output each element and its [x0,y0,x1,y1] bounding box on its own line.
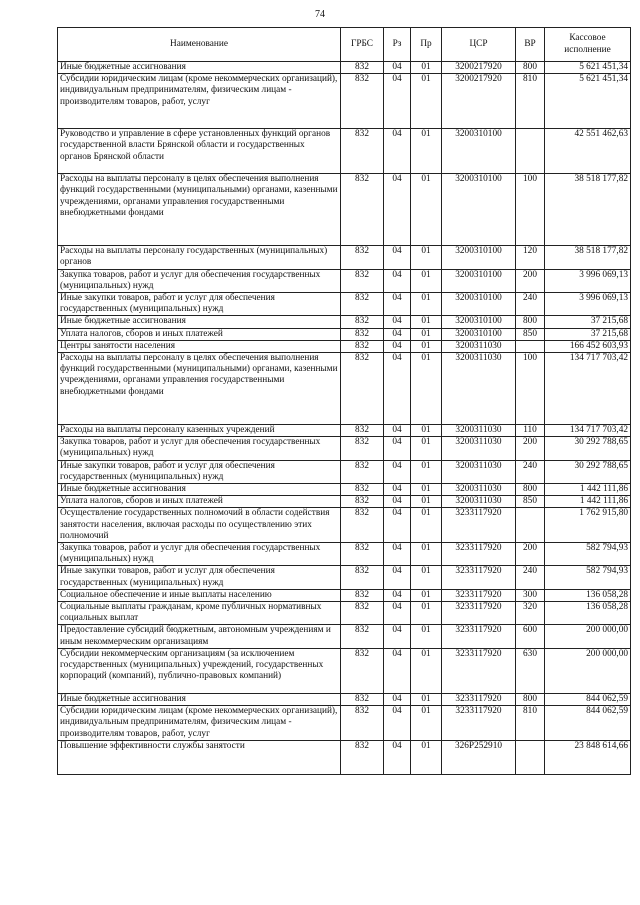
cell-name: Иные бюджетные ассигнования [58,484,341,496]
cell-rz: 04 [384,460,411,483]
cell-grbs: 832 [341,625,384,648]
table-row [58,174,631,246]
cell-name: Закупка товаров, работ и услуг для обеспечения государственных (муниципальных) нужд [58,269,341,292]
cell-grbs: 832 [341,693,384,705]
cell-pr: 01 [411,496,442,508]
cell-csr: 3200311030 [442,437,516,460]
cell-pr: 01 [411,74,442,129]
budget-table [57,27,631,775]
table-row [58,625,631,648]
cell-csr: 3200217920 [442,74,516,129]
header-rz: Рз [384,28,411,62]
cell-vr: 850 [516,328,545,340]
cell-csr: 3200310100 [442,269,516,292]
cell-pr: 01 [411,293,442,316]
cell-amount: 134 717 703,42 [545,425,631,437]
cell-csr: 3200311030 [442,484,516,496]
cell-vr: 100 [516,174,545,246]
cell-grbs: 832 [341,174,384,246]
cell-amount: 30 292 788,65 [545,460,631,483]
cell-csr: 3200310100 [442,293,516,316]
cell-amount: 582 794,93 [545,566,631,589]
cell-rz: 04 [384,693,411,705]
cell-csr: 3200311030 [442,340,516,352]
cell-amount: 1 442 111,86 [545,484,631,496]
cell-pr: 01 [411,328,442,340]
cell-amount: 1 762 915,80 [545,508,631,543]
cell-csr: 3200311030 [442,496,516,508]
table-row [58,589,631,601]
cell-pr: 01 [411,269,442,292]
table-row [58,543,631,566]
cell-vr [516,340,545,352]
cell-grbs: 832 [341,484,384,496]
table-row [58,693,631,705]
cell-name: Уплата налогов, сборов и иных платежей [58,328,341,340]
cell-amount: 1 442 111,86 [545,496,631,508]
cell-vr: 800 [516,484,545,496]
cell-rz: 04 [384,269,411,292]
table-row [58,74,631,129]
cell-pr: 01 [411,437,442,460]
cell-name: Повышение эффективности службы занятости [58,740,341,774]
cell-vr: 800 [516,62,545,74]
cell-amount: 37 215,68 [545,328,631,340]
cell-csr: 3233117920 [442,543,516,566]
cell-grbs: 832 [341,74,384,129]
header-vr: ВР [516,28,545,62]
cell-csr: 3233117920 [442,589,516,601]
cell-rz: 04 [384,425,411,437]
table-row [58,460,631,483]
table-row [58,62,631,74]
cell-rz: 04 [384,174,411,246]
cell-amount: 166 452 603,93 [545,340,631,352]
cell-vr [516,129,545,174]
cell-grbs: 832 [341,496,384,508]
cell-amount: 844 062,59 [545,693,631,705]
cell-rz: 04 [384,246,411,269]
cell-pr: 01 [411,129,442,174]
cell-pr: 01 [411,316,442,328]
header-amount: Кассовое исполнение [545,28,631,62]
cell-pr: 01 [411,484,442,496]
cell-grbs: 832 [341,293,384,316]
table-row [58,328,631,340]
cell-vr: 120 [516,246,545,269]
cell-name: Субсидии юридическим лицам (кроме некоммерческих организаций), индивидуальным предпринимателям, физическим лицам - производителям товаров, работ, услуг [58,74,341,129]
cell-rz: 04 [384,129,411,174]
cell-name: Социальное обеспечение и иные выплаты населению [58,589,341,601]
table-row [58,425,631,437]
cell-grbs: 832 [341,460,384,483]
table-row [58,129,631,174]
cell-name: Предоставление субсидий бюджетным, автономным учреждениям и иным некоммерческим организациям [58,625,341,648]
cell-amount: 23 848 614,66 [545,740,631,774]
table-row [58,437,631,460]
cell-name: Субсидии некоммерческим организациям (за исключением государственных (муниципальных) учреждений, государственных корпораций (компаний), публично-правовых компаний) [58,648,341,693]
cell-grbs: 832 [341,437,384,460]
cell-amount: 38 518 177,82 [545,246,631,269]
cell-pr: 01 [411,543,442,566]
table-row [58,496,631,508]
cell-name: Центры занятости населения [58,340,341,352]
cell-rz: 04 [384,543,411,566]
cell-name: Иные бюджетные ассигнования [58,62,341,74]
cell-csr: 3200310100 [442,174,516,246]
cell-amount: 5 621 451,34 [545,74,631,129]
cell-vr: 320 [516,602,545,625]
cell-vr: 630 [516,648,545,693]
table-row [58,484,631,496]
cell-pr: 01 [411,508,442,543]
cell-vr: 200 [516,269,545,292]
cell-csr: 3233117920 [442,693,516,705]
cell-amount: 5 621 451,34 [545,62,631,74]
cell-amount: 200 000,00 [545,648,631,693]
cell-name: Иные бюджетные ассигнования [58,316,341,328]
cell-csr: 3200310100 [442,328,516,340]
table-row [58,648,631,693]
cell-csr: 3233117920 [442,625,516,648]
cell-rz: 04 [384,496,411,508]
table-row [58,706,631,741]
cell-amount: 42 551 462,63 [545,129,631,174]
cell-amount: 3 996 069,13 [545,269,631,292]
cell-amount: 200 000,00 [545,625,631,648]
cell-name: Закупка товаров, работ и услуг для обеспечения государственных (муниципальных) нужд [58,543,341,566]
cell-name: Расходы на выплаты персоналу казенных учреждений [58,425,341,437]
cell-csr: 3233117920 [442,508,516,543]
cell-pr: 01 [411,602,442,625]
cell-pr: 01 [411,425,442,437]
cell-csr: 326P252910 [442,740,516,774]
cell-name: Иные закупки товаров, работ и услуг для обеспечения государственных (муниципальных) нужд [58,566,341,589]
cell-name: Расходы на выплаты персоналу в целях обеспечения выполнения функций государственными (муниципальными) органами, казенными учреждениями, органами управления государственными внебюджетными фондами [58,353,341,425]
header-name: Наименование [58,28,341,62]
header-pr: Пр [411,28,442,62]
cell-pr: 01 [411,589,442,601]
cell-csr: 3200310100 [442,129,516,174]
cell-csr: 3200311030 [442,425,516,437]
cell-grbs: 832 [341,706,384,741]
table-row [58,740,631,774]
cell-rz: 04 [384,602,411,625]
table-row [58,602,631,625]
cell-vr: 240 [516,460,545,483]
cell-grbs: 832 [341,508,384,543]
cell-pr: 01 [411,625,442,648]
cell-grbs: 832 [341,316,384,328]
cell-name: Закупка товаров, работ и услуг для обеспечения государственных (муниципальных) нужд [58,437,341,460]
table-row [58,269,631,292]
cell-rz: 04 [384,566,411,589]
cell-vr: 810 [516,706,545,741]
cell-grbs: 832 [341,425,384,437]
table-row [58,293,631,316]
cell-rz: 04 [384,328,411,340]
cell-rz: 04 [384,589,411,601]
cell-grbs: 832 [341,328,384,340]
cell-csr: 3200310100 [442,246,516,269]
cell-vr [516,740,545,774]
cell-pr: 01 [411,246,442,269]
cell-vr: 200 [516,437,545,460]
cell-vr [516,508,545,543]
cell-pr: 01 [411,648,442,693]
cell-grbs: 832 [341,129,384,174]
cell-pr: 01 [411,340,442,352]
table-row [58,508,631,543]
cell-csr: 3233117920 [442,648,516,693]
page-number: 74 [315,9,325,20]
cell-grbs: 832 [341,543,384,566]
cell-pr: 01 [411,174,442,246]
cell-name: Иные закупки товаров, работ и услуг для обеспечения государственных (муниципальных) нужд [58,293,341,316]
cell-csr: 3200311030 [442,460,516,483]
cell-vr: 600 [516,625,545,648]
cell-grbs: 832 [341,62,384,74]
cell-name: Социальные выплаты гражданам, кроме публичных нормативных социальных выплат [58,602,341,625]
cell-rz: 04 [384,740,411,774]
cell-rz: 04 [384,484,411,496]
cell-name: Иные бюджетные ассигнования [58,693,341,705]
cell-name: Иные закупки товаров, работ и услуг для обеспечения государственных (муниципальных) нужд [58,460,341,483]
cell-vr: 850 [516,496,545,508]
cell-rz: 04 [384,62,411,74]
cell-amount: 844 062,59 [545,706,631,741]
cell-grbs: 832 [341,602,384,625]
cell-grbs: 832 [341,566,384,589]
cell-grbs: 832 [341,353,384,425]
cell-amount: 582 794,93 [545,543,631,566]
cell-amount: 134 717 703,42 [545,353,631,425]
cell-rz: 04 [384,706,411,741]
cell-pr: 01 [411,62,442,74]
cell-csr: 3200310100 [442,316,516,328]
table-header-row [58,28,631,62]
cell-rz: 04 [384,293,411,316]
header-grbs: ГРБС [341,28,384,62]
cell-csr: 3200311030 [442,353,516,425]
cell-rz: 04 [384,508,411,543]
cell-pr: 01 [411,353,442,425]
cell-csr: 3233117920 [442,566,516,589]
cell-vr: 200 [516,543,545,566]
cell-csr: 3233117920 [442,602,516,625]
cell-rz: 04 [384,437,411,460]
cell-pr: 01 [411,706,442,741]
cell-grbs: 832 [341,246,384,269]
cell-grbs: 832 [341,648,384,693]
cell-name: Руководство и управление в сфере установленных функций органов государственной власти Брянской области и государственных органов Брянской области [58,129,341,174]
cell-amount: 38 518 177,82 [545,174,631,246]
cell-amount: 30 292 788,65 [545,437,631,460]
cell-vr: 810 [516,74,545,129]
table-row [58,246,631,269]
cell-rz: 04 [384,353,411,425]
cell-vr: 110 [516,425,545,437]
cell-vr: 240 [516,566,545,589]
cell-pr: 01 [411,693,442,705]
table-row [58,353,631,425]
cell-name: Субсидии юридическим лицам (кроме некоммерческих организаций), индивидуальным предпринимателям, физическим лицам - производителям товаров, работ, услуг [58,706,341,741]
cell-rz: 04 [384,316,411,328]
cell-name: Расходы на выплаты персоналу в целях обеспечения выполнения функций государственными (муниципальными) органами, казенными учреждениями, органами управления государственными внебюджетными фондами [58,174,341,246]
cell-grbs: 832 [341,269,384,292]
cell-amount: 3 996 069,13 [545,293,631,316]
cell-csr: 3200217920 [442,62,516,74]
cell-vr: 800 [516,693,545,705]
cell-rz: 04 [384,625,411,648]
cell-name: Расходы на выплаты персоналу государственных (муниципальных) органов [58,246,341,269]
table-row [58,566,631,589]
cell-grbs: 832 [341,589,384,601]
cell-csr: 3233117920 [442,706,516,741]
cell-grbs: 832 [341,740,384,774]
cell-pr: 01 [411,566,442,589]
cell-amount: 136 058,28 [545,589,631,601]
table-row [58,316,631,328]
cell-rz: 04 [384,340,411,352]
cell-pr: 01 [411,460,442,483]
cell-name: Уплата налогов, сборов и иных платежей [58,496,341,508]
cell-amount: 37 215,68 [545,316,631,328]
cell-name: Осуществление государственных полномочий в области содействия занятости населения, включая расходы по осуществлению этих полномочий [58,508,341,543]
cell-vr: 240 [516,293,545,316]
cell-amount: 136 058,28 [545,602,631,625]
cell-rz: 04 [384,74,411,129]
cell-pr: 01 [411,740,442,774]
cell-rz: 04 [384,648,411,693]
cell-grbs: 832 [341,340,384,352]
cell-vr: 300 [516,589,545,601]
header-csr: ЦСР [442,28,516,62]
table-row [58,340,631,352]
cell-vr: 100 [516,353,545,425]
cell-vr: 800 [516,316,545,328]
